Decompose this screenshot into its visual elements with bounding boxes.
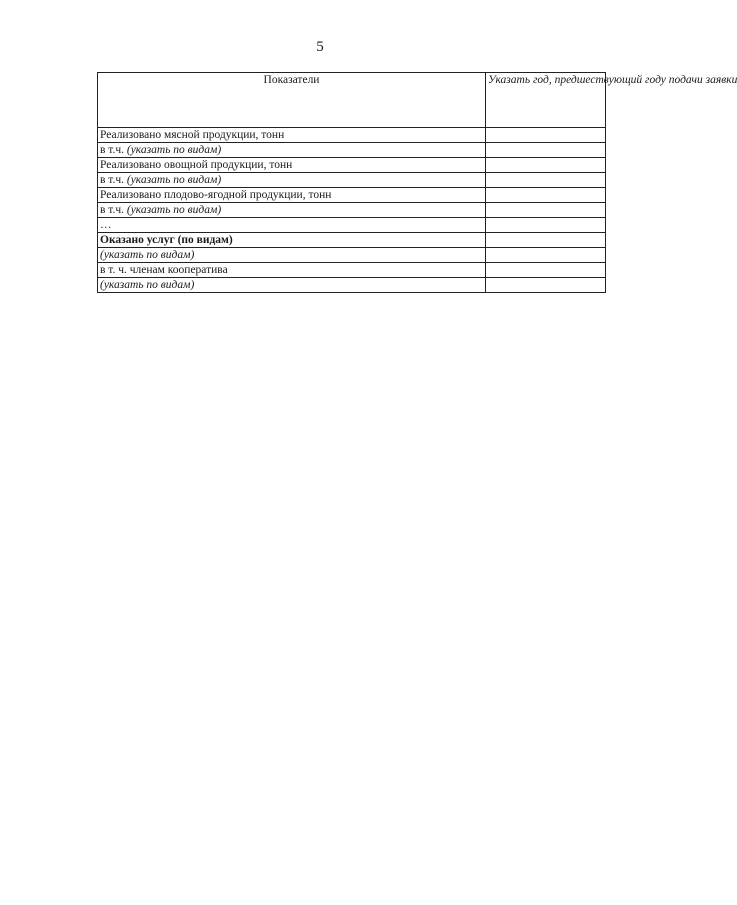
table-row [98,128,606,143]
page-number: 5 [316,39,324,55]
row-label [98,218,486,233]
row-label [98,158,486,173]
row-label [98,263,486,278]
row-label-text: Оказано услуг (по видам) [100,234,233,246]
row-label-text: … [100,219,112,231]
row-value-cell [486,158,606,173]
row-label-text: в т.ч. [100,174,127,186]
table-row [98,248,606,263]
row-label [98,188,486,203]
table-row [98,233,606,248]
header-year: Указать год, предшествующий году подачи заявки [486,73,606,128]
row-value-cell [486,233,606,248]
row-label-text: Реализовано мясной продукции, тонн [100,129,285,141]
row-label [98,173,486,188]
row-label-text: Реализовано плодово-ягодной продукции, тонн [100,189,332,201]
indicators-table [97,72,737,293]
row-label [98,128,486,143]
row-label-italic: (указать по видам) [126,174,222,186]
row-value-cell [486,248,606,263]
row-label-text: в т. ч. членам кооператива [100,264,228,276]
row-label-text: Реализовано овощной продукции, тонн [100,159,293,171]
table-row [98,263,606,278]
row-label-italic: (указать по видам) [100,279,195,291]
row-value-cell [486,203,606,218]
row-label-italic: (указать по видам) [100,249,195,261]
row-value-cell [486,263,606,278]
table-header-row [98,73,606,128]
table-row [98,143,606,158]
row-value-cell [486,173,606,188]
row-value-cell [486,143,606,158]
row-label [98,233,486,248]
row-label-text: в т.ч. [100,144,127,156]
row-label-italic: (указать по видам) [126,204,222,216]
table-row [98,158,606,173]
header-indicators: Показатели [98,73,486,128]
row-label-italic: (указать по видам) [126,144,222,156]
row-label [98,248,486,263]
row-label [98,203,486,218]
row-value-cell [486,218,606,233]
row-label [98,143,486,158]
table-row [98,278,606,293]
table-row [98,218,606,233]
table-row [98,203,606,218]
row-value-cell [486,278,606,293]
row-value-cell [486,128,606,143]
table-row [98,188,606,203]
table-row [98,173,606,188]
row-label-text: в т.ч. [100,204,127,216]
row-value-cell [486,188,606,203]
row-label [98,278,486,293]
